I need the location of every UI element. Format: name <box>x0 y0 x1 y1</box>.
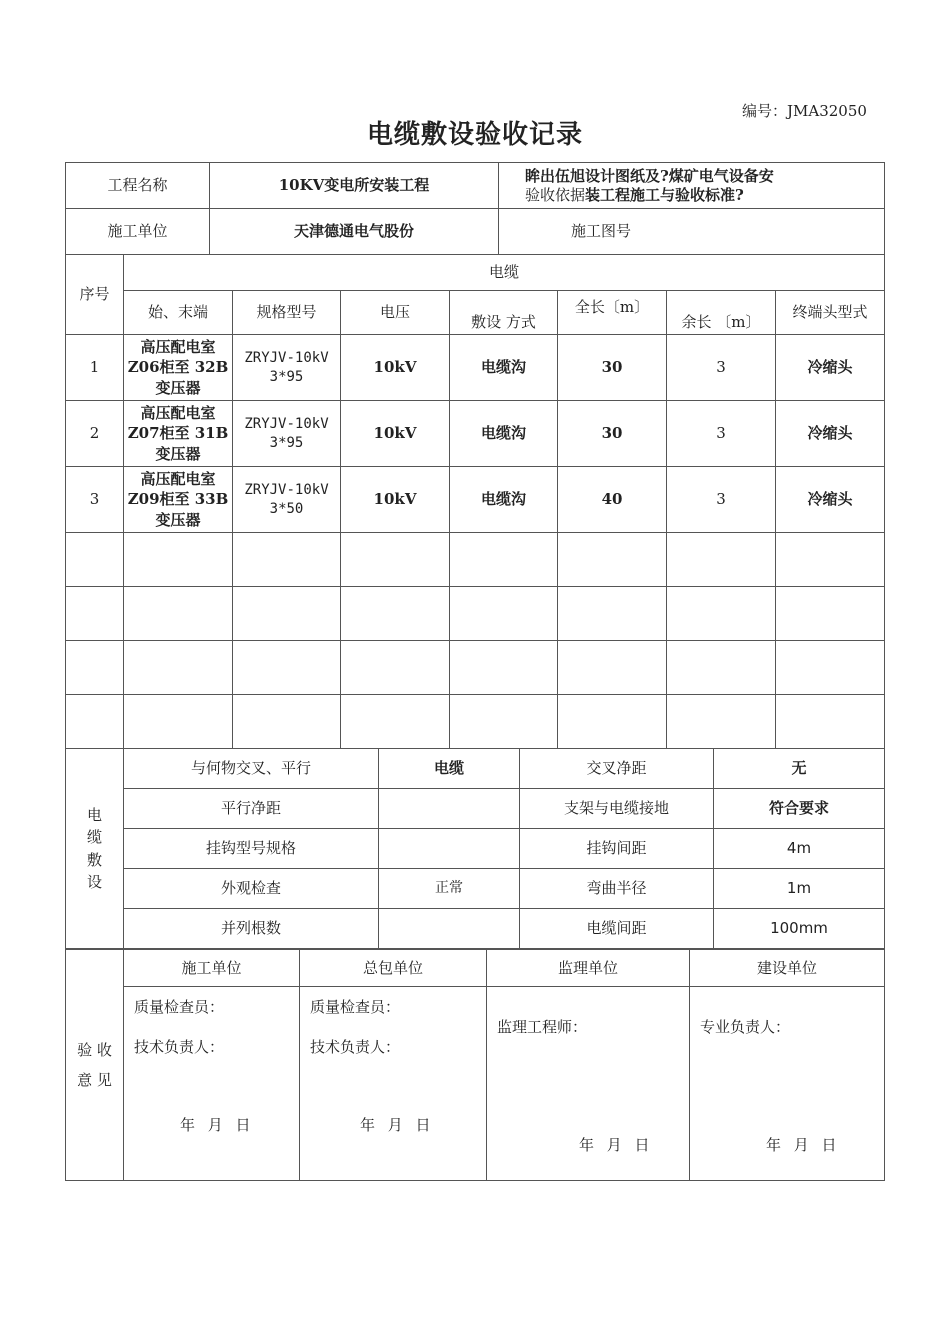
side-char: 敷 <box>86 850 102 869</box>
row-length: 40 <box>558 467 667 533</box>
row-spec <box>233 467 341 533</box>
cable-table <box>65 254 885 749</box>
row-seq: 1 <box>66 335 124 401</box>
side-char: 电 <box>86 805 102 824</box>
laying-value <box>379 789 520 829</box>
laying-label: 并列根数 <box>124 909 379 949</box>
laying-label: 支架与电缆接地 <box>520 789 714 829</box>
row-method: 电缆沟 <box>450 335 558 401</box>
laying-value <box>379 909 520 949</box>
laying-value: 100mm <box>714 909 885 949</box>
contractor-value: 天津德通电气股份 <box>210 209 499 255</box>
row-spare: 3 <box>667 467 776 533</box>
quality-inspector-label: 质量检查员： <box>310 998 401 1016</box>
row-seq: 3 <box>66 467 124 533</box>
laying-label: 外观检查 <box>124 869 379 909</box>
laying-value: 电缆 <box>379 749 520 789</box>
spec-line: ZRYJV-10kV <box>244 415 329 432</box>
document-title: 电缆敷设验收记录 <box>366 120 583 150</box>
col-header-terminal: 终端头型式 <box>776 291 885 335</box>
col-header-voltage: 电压 <box>341 291 450 335</box>
laying-label: 交叉净距 <box>520 749 714 789</box>
ends-line: Z07柜至 31B <box>127 424 229 443</box>
row-terminal: 冷缩头 <box>776 335 885 401</box>
laying-label: 平行净距 <box>124 789 379 829</box>
laying-label: 挂钩间距 <box>520 829 714 869</box>
ends-line: 高压配电室 <box>140 338 216 357</box>
side-line: 意 见 <box>77 1071 112 1089</box>
side-char: 设 <box>86 873 102 891</box>
row-voltage: 10kV <box>341 335 450 401</box>
owner-sign-cell <box>690 987 885 1181</box>
empty-row <box>66 587 885 641</box>
laying-side-label <box>66 749 124 949</box>
table-row <box>66 335 885 401</box>
col-header-spec: 规格型号 <box>233 291 341 335</box>
empty-row <box>66 695 885 749</box>
ends-line: 高压配电室 <box>140 470 216 489</box>
laying-label: 挂钩型号规格 <box>124 829 379 869</box>
spec-line: ZRYJV-10kV <box>244 349 329 366</box>
document-code: 编号：JMA32050 <box>742 102 867 120</box>
quality-inspector-label: 质量检查员： <box>134 998 225 1016</box>
acceptance-basis-label: 验收依据 <box>525 185 586 204</box>
acceptance-basis-line1: 眸出伍旭设计图纸及?煤矿电气设备安 <box>525 166 774 185</box>
drawing-number-cell <box>499 209 885 255</box>
unit-construction-header: 施工单位 <box>124 950 300 987</box>
sign-date: 年 月 日 <box>180 1116 255 1134</box>
row-ends <box>124 335 233 401</box>
supervision-engineer-label: 监理工程师： <box>497 1018 588 1036</box>
drawing-number-label: 施工图号 <box>571 222 632 241</box>
row-spare: 3 <box>667 335 776 401</box>
acceptance-basis-line2: 装工程施工与验收标准? <box>585 185 744 204</box>
laying-value: 无 <box>714 749 885 789</box>
ends-line: 变压器 <box>155 510 201 529</box>
acceptance-basis <box>499 163 885 209</box>
seq-header: 序号 <box>66 255 124 335</box>
laying-value: 4m <box>714 829 885 869</box>
unit-general-header: 总包单位 <box>300 950 487 987</box>
row-method: 电缆沟 <box>450 467 558 533</box>
laying-value <box>379 829 520 869</box>
spec-line: 3*95 <box>269 368 304 385</box>
cable-group-header: 电缆 <box>124 255 885 291</box>
unit-owner-header: 建设单位 <box>690 950 885 987</box>
row-seq: 2 <box>66 401 124 467</box>
general-sign-cell <box>300 987 487 1181</box>
row-method: 电缆沟 <box>450 401 558 467</box>
project-name-label: 工程名称 <box>66 163 210 209</box>
supervision-sign-cell <box>487 987 690 1181</box>
side-line: 验 收 <box>77 1040 112 1059</box>
row-length: 30 <box>558 401 667 467</box>
laying-label: 与何物交叉、平行 <box>124 749 379 789</box>
professional-lead-label: 专业负责人： <box>700 1018 791 1036</box>
row-ends <box>124 467 233 533</box>
col-header-ends: 始、末端 <box>124 291 233 335</box>
unit-supervision-header: 监理单位 <box>487 950 690 987</box>
side-char: 缆 <box>86 828 102 846</box>
ends-line: 高压配电室 <box>140 404 216 423</box>
contractor-label: 施工单位 <box>66 209 210 255</box>
acceptance-side-label <box>66 950 124 1181</box>
laying-label: 弯曲半径 <box>520 869 714 909</box>
row-length: 30 <box>558 335 667 401</box>
tech-lead-label: 技术负责人： <box>310 1038 401 1056</box>
sign-date: 年 月 日 <box>766 1136 841 1154</box>
col-header-length: 全长〔m〕 <box>558 291 667 335</box>
laying-value: 正常 <box>379 869 520 909</box>
sign-date: 年 月 日 <box>360 1116 435 1134</box>
row-voltage: 10kV <box>341 401 450 467</box>
row-voltage: 10kV <box>341 467 450 533</box>
ends-line: 变压器 <box>155 378 201 397</box>
spec-line: ZRYJV-10kV <box>244 481 329 498</box>
col-header-method: 敷设 方式 <box>450 291 558 335</box>
construction-sign-cell <box>124 987 300 1181</box>
ends-line: Z06柜至 32B <box>127 358 229 377</box>
tech-lead-label: 技术负责人： <box>134 1038 225 1056</box>
sign-date: 年 月 日 <box>579 1136 654 1154</box>
row-spec <box>233 335 341 401</box>
col-header-spare: 余长 〔m〕 <box>667 291 776 335</box>
laying-label: 电缆间距 <box>520 909 714 949</box>
empty-row <box>66 641 885 695</box>
row-spec <box>233 401 341 467</box>
laying-value: 符合要求 <box>714 789 885 829</box>
laying-value: 1m <box>714 869 885 909</box>
header-table <box>65 162 885 255</box>
row-spare: 3 <box>667 401 776 467</box>
row-terminal: 冷缩头 <box>776 467 885 533</box>
laying-table <box>65 748 885 949</box>
empty-row <box>66 533 885 587</box>
project-name-value: 10KV变电所安装工程 <box>210 163 499 209</box>
ends-line: 变压器 <box>155 444 201 463</box>
table-row <box>66 467 885 533</box>
spec-line: 3*50 <box>269 500 304 517</box>
spec-line: 3*95 <box>269 434 304 451</box>
row-terminal: 冷缩头 <box>776 401 885 467</box>
table-row <box>66 401 885 467</box>
acceptance-table <box>65 949 885 1181</box>
ends-line: Z09柜至 33B <box>127 490 229 509</box>
row-ends <box>124 401 233 467</box>
